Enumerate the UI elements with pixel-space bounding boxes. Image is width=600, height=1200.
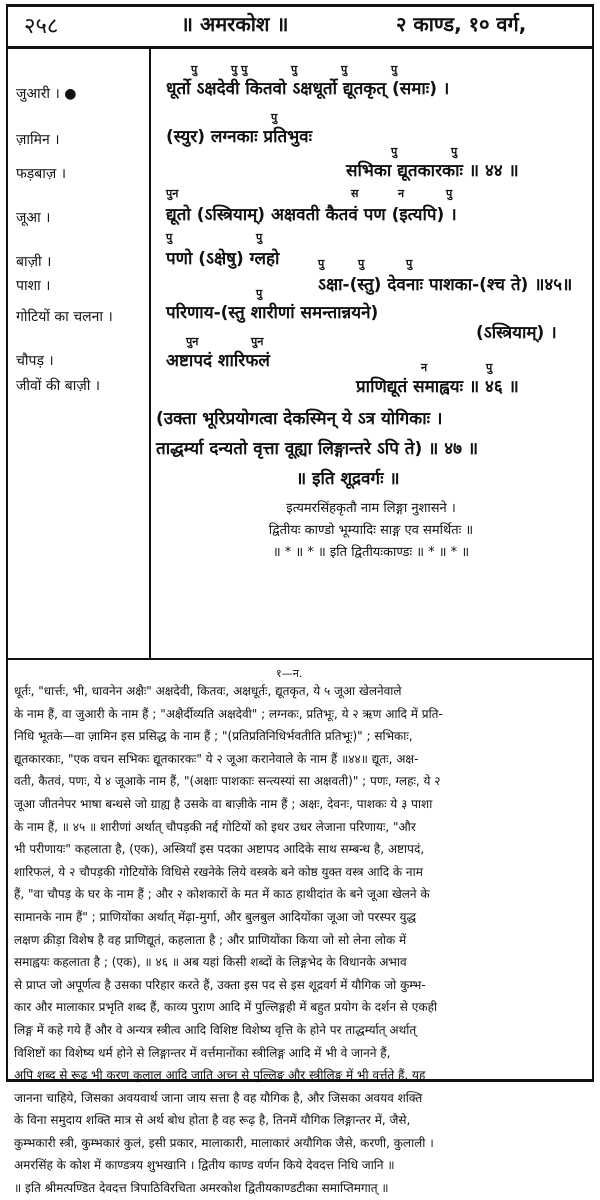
accent-mark: पु [271,111,278,124]
gloss-item: ज़ामिन । [16,132,60,148]
accent-mark: पु [318,257,325,270]
verse-line: ॥ इति शूद्रवर्गः ॥ [296,469,400,489]
colophon-line: द्वितीयः काण्डो भूम्यादिः साङ्ग एव समर्थितः ॥ [268,523,474,538]
gloss-item: जुआरी । ● [16,86,77,102]
verse-line: ताद्धर्म्या दन्यतो वृत्ता वूह्या लिङ्गान्तरे ऽपि ते) ॥ ४७ ॥ [156,439,479,459]
accent-mark: पु [391,145,398,158]
commentary-line: द्यूतकारकाः, "एक वचन सभिकः द्यूतकारकः" ये २ जूआ करानेवाले के नाम हैं ॥४४॥ द्यूतः, अक्ष- [14,751,419,766]
gloss-item: फड़बाज़ । [16,166,67,182]
accent-mark: पु [451,145,458,158]
accent-mark: पुन [251,335,264,348]
commentary-line: धूर्तः, "धार्त्तः, भी, धावनेन अक्षैः" अक्षदेवी, कितवः, अक्षधूर्तः, द्यूतकृत, ये ५ जूआ खेलनेवाले [14,684,402,698]
top-border [6,4,594,7]
accent-mark: पु [191,63,198,76]
commentary-line: कार और मालाकार प्रभृति शब्द हैं, काव्य पुराण आदि में पुल्लिङ्गही में बहुत प्रयोग के दर्शन से एकही [14,1000,438,1015]
commentary-line: लक्षण क्रीड़ा विशेष है वह प्राणिद्यूतं, कहलाता है ; और प्राणियोंका किया जो सो लेना लोक में [14,932,407,947]
gloss-item: पाशा । [16,278,51,294]
verse-line: (ऽस्त्रियाम्) । [476,323,557,343]
commentary-line: के नाम हैं, ॥ ४५ ॥ शारीणां अर्थात् चौपड़की नर्द्द गोटियों को इधर उधर लेजाना परिणायः, "और [14,819,416,834]
commentary-line: अपि शब्द से रूढ़ भी करण कुलाल आदि जाति अच्न से पुल्लिङ्ग और स्त्रीलिङ्ग में भी वर्त्तते हैं, यह [14,1068,426,1083]
gloss-item: जीवों की बाज़ी । [16,378,101,394]
page-header [6,4,594,44]
accent-mark: न [421,361,428,374]
verse-line: (स्युर) लग्नकाः प्रतिभुवः [166,127,313,147]
verse-line: अष्टापदं शारिफलं [166,351,270,371]
verse-line: धूर्तो ऽक्षदेवी कितवो ऽक्षधूर्तो द्यूतकृत् (समाः) । [166,79,450,99]
accent-mark: पुन [186,335,199,348]
divider-mark: १—न. [276,667,303,680]
accent-mark: पुन [166,187,179,200]
accent-mark: पु [341,63,348,76]
verse-line: द्यूतो (ऽस्त्रियाम्) अक्षवती कैतवं पण (इत्यपि) । [166,205,457,225]
gloss-divider [149,46,151,658]
commentary-line: के विना समुदाय शक्ति मात्र से अर्थ बोध होता है वह रूढ़ है, तिनमें यौगिक लिङ्गान्तर में, जैसे, [14,1113,411,1128]
commentary-line: निधि भूतके—वा ज़ामिन इस प्रसिद्ध के नाम हैं ; "(प्रतिप्रतिनिधिर्भवतीति प्रतिभूः)" ; सभिकाः, [14,729,413,744]
commentary-block [14,680,586,1196]
commentary-line: वती, कैतवं, पणः, ये ४ जूआके नाम हैं, "(अक्षाः पाशकाः सन्त्यस्यां सा अक्षवती)" ; पणः, ग्लहः, ये २ [14,774,441,789]
commentary-line: समाह्वयः कहलाता है ; (एक), ॥ ४६ ॥ अब यहां किसी शब्दों के लिङ्गभेद के विधानके अभाव [14,955,407,970]
verse-rule [6,658,594,660]
colophon-line: इत्यमरसिंहकृतौ नाम लिङ्गा नुशासने । [286,501,456,516]
accent-mark: पु [256,231,263,244]
page-number: २५८ [24,14,59,39]
gloss-item: बाज़ी । [16,254,52,270]
verse-line: परिणाय-(स्तु शारीणां समन्तान्नयने) [166,303,379,323]
gloss-item: चौपड़ । [16,353,54,369]
gloss-item: जूआ । [16,210,51,226]
accent-mark: पु [486,361,493,374]
accent-mark: पु [391,63,398,76]
page [6,4,594,1196]
verse-line: ऽक्षा-(स्तु) देवनाः पाशका-(श्च ते) ॥४५॥ [318,275,573,295]
commentary-line: सामानके नाम हैं" ; प्राणियोंका अर्थात् मेंढ़ा-मुर्गा, और बुलबुल आदियोंका जूआ जो परस्पर युद्ध [14,909,417,924]
accent-mark: स [351,187,359,200]
commentary-line: के नाम हैं, वा जुआरी के नाम हैं ; "अक्षैर्दीव्यति अक्षदेवी" ; लग्नकः, प्रतिभूः, ये २ ऋण आदि में प्रति- [14,706,443,721]
accent-mark: पु [406,257,413,270]
commentary-line: हैं, "वा चौपड़ के घर के नाम हैं ; और २ कोशकारों के मत में काठ हाथीदांत के बने जूआ खेलने के [14,887,430,902]
gloss-item: गोटियों का चलना । [16,309,113,325]
verse-line: प्राणिद्यूतं समाह्वयः ॥ ४६ ॥ [356,377,519,397]
accent-mark: पु [166,231,173,244]
commentary-line: ॥ इति श्रीमत्पण्डित देवदत्त त्रिपाठिविरचिता अमरकोश द्वितीयकाण्डटीका समाप्तिमगात् ॥ [14,1181,389,1196]
commentary-line: शारिफलं, ये २ चौपड़की गोटियोंके विधिसे रखनेके लिये वस्त्रके बने कोष्ठ युक्त वस्त्र आदि के नाम [14,864,423,879]
colophon-line: ॥ * ॥ * ॥ इति द्वितीयःकाण्डः ॥ * ॥ * ॥ [272,545,470,560]
commentary-line: जूआ जीतनेपर भाषा बन्धसे जो ग्राह्य है उसके वा बाज़ीके नाम हैं ; अक्षः, देवनः, पाशकः ये ३ पाशा [14,796,433,811]
page-title: ॥ अमरकोश ॥ [181,12,289,36]
accent-mark: पु [291,63,298,76]
commentary-line: कुम्भकारी स्त्री, कुम्भकारं कुलं, इसी प्रकार, मालाकारी, मालाकारं अयौगिक जैसे, करणी, कुलाली । [14,1135,434,1150]
verse-line: पणो (ऽक्षेषु) ग्लहो [166,249,280,269]
accent-mark: पु पु [231,63,248,76]
accent-mark: न [398,187,405,200]
left-border [6,4,8,1082]
commentary-line: विशिष्टों का विशेष्य धर्म होने से लिङ्गान्तर में वर्त्तमानोंका स्त्रीलिङ्ग आदि में भी वे जानने हैं, [14,1045,391,1060]
verse-line: (उक्ता भूरिप्रयोगत्वा देकस्मिन् ये ऽत्र योगिकाः । [156,409,443,429]
accent-mark: पु [256,287,263,300]
commentary-line: जानना चाहिये, जिसका अवयवार्थ जाना जाय सत्ता है वह यौगिक है, और जिसका अवयव शक्ति [14,1090,423,1105]
commentary-line: अमरसिंह के कोश में काण्डत्रय शुभखानि । द्वितीय काण्ड वर्णन किये देवदत्त निधि जानि ॥ [14,1158,395,1173]
section-label: २ काण्ड, १० वर्ग, [396,12,527,36]
commentary-line: लिङ्ग में कहे गये हैं और वे अन्यत्र स्त्रीत्व आदि विशिष्ट विशेष्य वृत्ति के होने पर ताद्धर्म्यात् अर्थात् [14,1022,417,1037]
header-rule [6,46,594,49]
accent-mark: पु [446,187,453,200]
verse-line: सभिका द्यूतकारकाः ॥ ४४ ॥ [346,161,519,181]
accent-mark: पु [358,257,365,270]
right-border [592,4,594,1082]
commentary-line: से प्राप्त जो अपूर्णत्व है उसका परिहार करते हैं, उक्ता इस पद से इस शूद्रवर्ग में यौगिक जो कुम्भ- [14,977,426,992]
commentary-line: भी परीणायः" कहलाता है, (एक), अस्त्रियाँ इस पदका अष्टापद आदिके साथ सम्बन्ध है, अष्टापदं, [14,842,425,857]
